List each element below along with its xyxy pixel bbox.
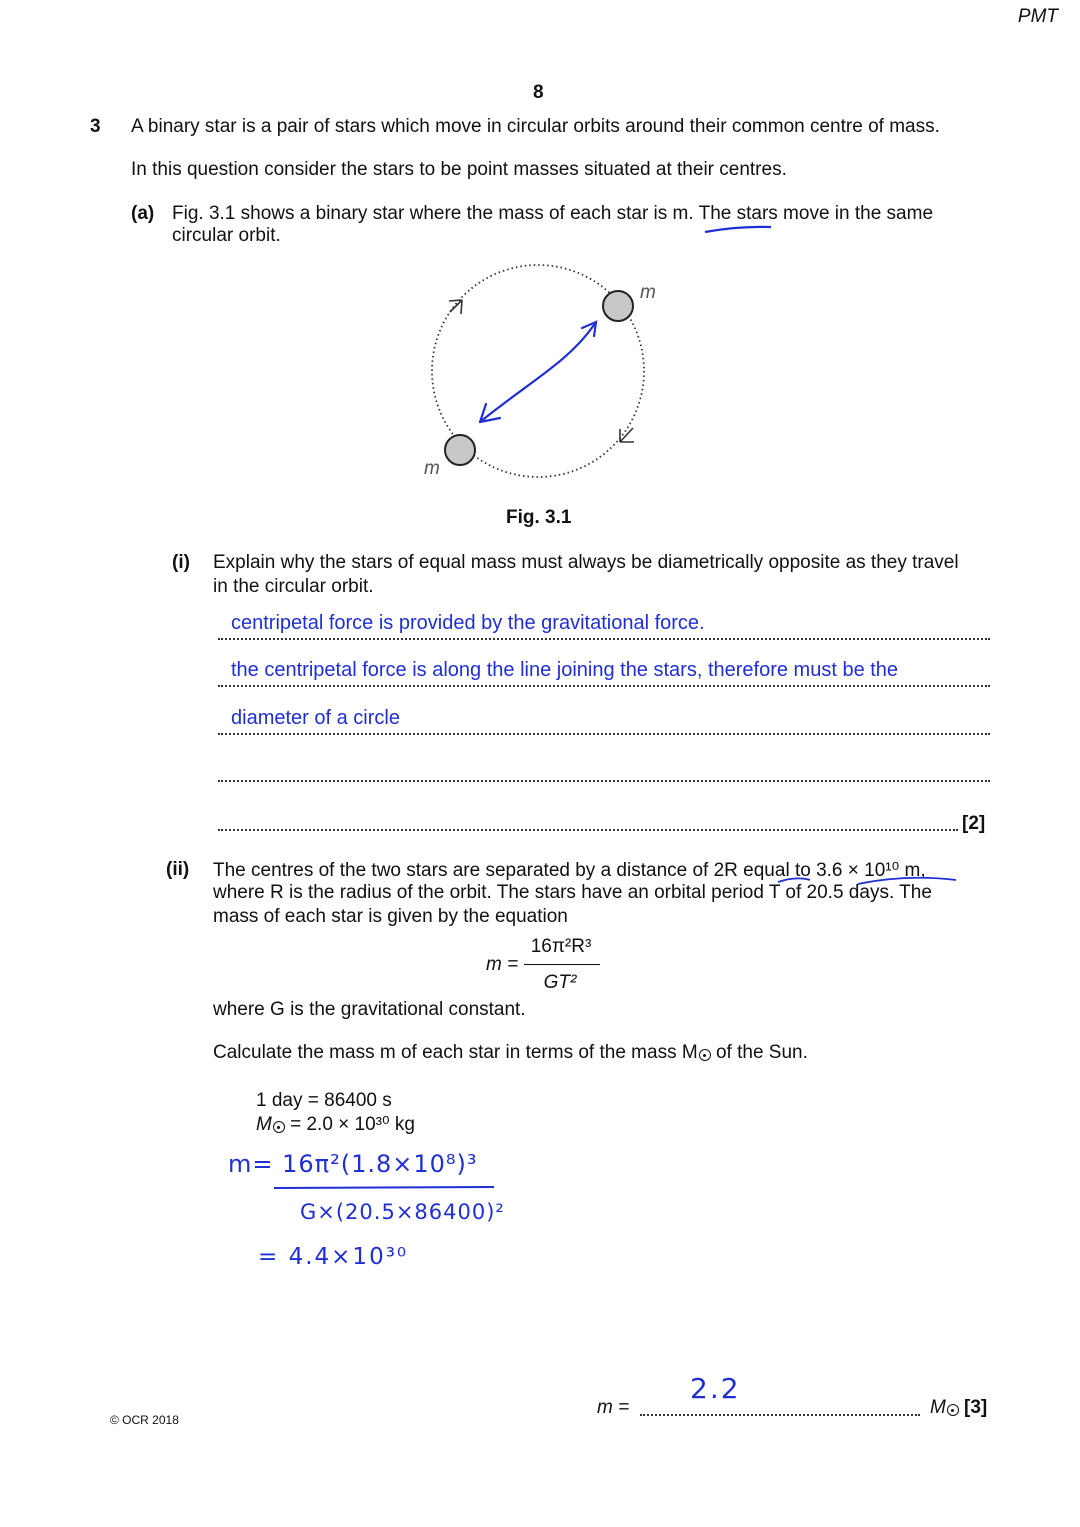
figure-caption: Fig. 3.1 <box>506 507 572 528</box>
part-ii-text-5: Calculate the mass m of each star in terms of the mass M of the Sun. <box>213 1042 808 1063</box>
working-numerator: m= 16π²(1.8×10⁸)³ <box>228 1150 478 1178</box>
part-ii-label: (ii) <box>166 859 190 880</box>
equation-numerator: 16π²R³ <box>530 936 592 957</box>
figure-binary-star <box>410 262 710 492</box>
orbit-arrow-top-icon <box>449 300 462 314</box>
working-denominator: G×(20.5×86400)² <box>300 1200 505 1224</box>
part-ii-text-3: mass of each star is given by the equation <box>213 906 568 927</box>
part-i-text-1: Explain why the stars of equal mass must always be diametrically opposite as they travel <box>213 552 959 573</box>
page-number: 8 <box>533 82 544 103</box>
corner-label: PMT <box>1017 6 1058 27</box>
working-result: = 4.4×10³⁰ <box>258 1244 409 1270</box>
answer-line-3: diameter of a circle <box>231 707 400 729</box>
answer-line-1: centripetal force is provided by the gravitational force. <box>231 612 705 634</box>
part-i-marks: [2] <box>962 813 986 834</box>
part-a-text-2: circular orbit. <box>172 225 281 246</box>
sun-symbol-icon <box>699 1049 711 1061</box>
star-label-bottom: m <box>424 458 440 479</box>
part-a-label: (a) <box>131 203 155 224</box>
question-intro-2: In this question consider the stars to be point masses situated at their centres. <box>131 159 787 180</box>
part-ii-text-1: The centres of the two stars are separated by a distance of 2R equal to 3.6 × 10¹⁰ m, <box>213 860 926 881</box>
star-label-top: m <box>640 282 656 303</box>
sun-symbol-icon <box>947 1404 959 1416</box>
diameter-arrow-icon <box>480 322 596 422</box>
data-solar-mass: M = 2.0 × 10³⁰ kg <box>256 1114 415 1135</box>
answer-line-2: the centripetal force is along the line joining the stars, therefore must be the <box>231 659 899 681</box>
data-day: 1 day = 86400 s <box>256 1090 392 1111</box>
underline-mark <box>703 222 783 236</box>
answer-value: 2.2 <box>690 1372 741 1405</box>
equation-lhs: m = <box>486 954 519 975</box>
answer-prefix: m = <box>597 1397 630 1418</box>
part-ii-marks: [3] <box>964 1397 988 1418</box>
part-i-text-2: in the circular orbit. <box>213 576 374 597</box>
answer-dots-2 <box>218 685 990 687</box>
answer-dots-3 <box>218 733 990 735</box>
part-a-text-1: Fig. 3.1 shows a binary star where the mass of each star is m. The stars move in the same <box>172 203 934 224</box>
answer-dots-5 <box>218 829 958 831</box>
answer-dots-4 <box>218 780 990 782</box>
answer-unit: M <box>930 1397 959 1419</box>
underline-marks-ii <box>776 872 976 892</box>
answer-dots-final <box>640 1414 920 1416</box>
equation-bar <box>524 964 600 965</box>
question-number: 3 <box>90 116 101 137</box>
equation-denominator: GT² <box>543 972 577 993</box>
part-i-label: (i) <box>172 552 190 573</box>
working-fraction-bar <box>272 1183 502 1193</box>
question-intro-1: A binary star is a pair of stars which move in circular orbits around their common centre of mass. <box>131 116 940 137</box>
copyright: © OCR 2018 <box>110 1413 179 1427</box>
sun-symbol-icon <box>273 1121 285 1133</box>
star-top <box>603 291 633 321</box>
answer-dots-1 <box>218 638 990 640</box>
part-ii-text-4: where G is the gravitational constant. <box>213 999 526 1020</box>
star-bottom <box>445 435 475 465</box>
part-ii-text-2: where R is the radius of the orbit. The stars have an orbital period T of 20.5 days. The <box>213 882 932 903</box>
